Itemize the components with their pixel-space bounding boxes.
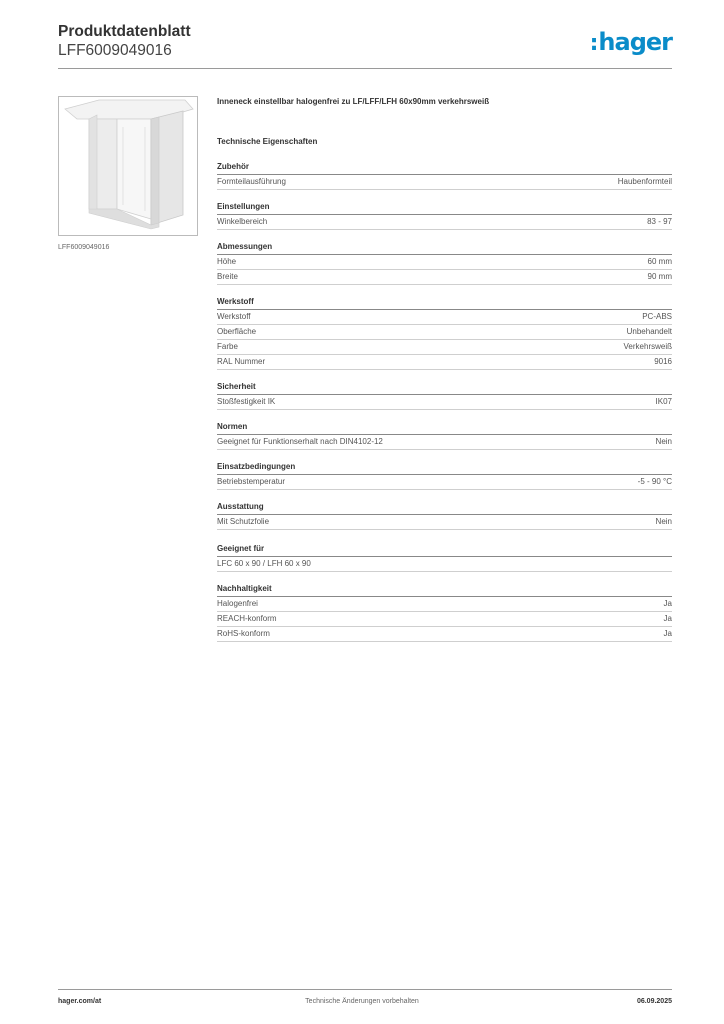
table-row (217, 270, 672, 285)
product-details (217, 97, 672, 654)
table-row (217, 435, 672, 450)
row-value: Nein (655, 517, 672, 526)
row-label: Betriebstemperatur (217, 477, 286, 486)
group-title: Werkstoff (217, 297, 672, 310)
table-row (217, 355, 672, 370)
row-label: Winkelbereich (217, 217, 268, 226)
row-label: Oberfläche (217, 327, 257, 336)
row-label: Mit Schutzfolie (217, 517, 270, 526)
group-werkstoff (217, 297, 672, 370)
row-label: Farbe (217, 342, 238, 351)
table-row (217, 255, 672, 270)
row-value: 60 mm (647, 257, 672, 266)
table-row (217, 515, 672, 530)
table-row (217, 597, 672, 612)
table-row (217, 475, 672, 490)
group-normen (217, 422, 672, 450)
product-code: LFF6009049016 (58, 42, 172, 59)
row-label: LFC 60 x 90 / LFH 60 x 90 (217, 559, 311, 568)
row-value: Nein (655, 437, 672, 446)
table-row (217, 325, 672, 340)
row-label: Formteilausführung (217, 177, 286, 186)
group-einstellungen (217, 202, 672, 230)
row-label: REACH-konform (217, 614, 277, 623)
group-nachhaltigkeit (217, 584, 672, 642)
group-title: Einsatzbedingungen (217, 462, 672, 475)
table-row (217, 395, 672, 410)
group-abmessungen (217, 242, 672, 285)
document-header (58, 22, 191, 60)
row-value: Haubenformteil (617, 177, 672, 186)
row-label: Halogenfrei (217, 599, 258, 608)
group-ausstattung (217, 502, 672, 530)
row-value: PC-ABS (642, 312, 672, 321)
product-name: Inneneck einstellbar halogenfrei zu LF/LFF/LFH 60x90mm verkehrsweiß (217, 97, 490, 106)
row-value: 90 mm (647, 272, 672, 281)
logo-dots-icon: : (589, 31, 599, 56)
group-title: Abmessungen (217, 242, 672, 255)
row-value: -5 - 90 °C (637, 477, 672, 486)
group-sicherheit (217, 382, 672, 410)
row-label: Geeignet für Funktionserhalt nach DIN4102-12 (217, 437, 383, 446)
row-value: Ja (663, 629, 672, 638)
header-divider (58, 68, 672, 69)
footer-date: 06.09.2025 (636, 998, 672, 1005)
row-value: IK07 (655, 397, 672, 406)
row-value: 9016 (654, 357, 672, 366)
group-title: Geeignet für (217, 544, 672, 557)
footer-divider (58, 989, 672, 990)
row-label: Höhe (217, 257, 237, 266)
logo-text: hager (598, 28, 672, 56)
document-title: Produktdatenblatt (58, 23, 191, 40)
row-value: Unbehandelt (626, 327, 672, 336)
row-label: Breite (217, 272, 238, 281)
row-label: Werkstoff (217, 312, 251, 321)
row-value: Verkehrsweiß (623, 342, 672, 351)
hager-logo (590, 28, 672, 56)
row-label: Stoßfestigkeit IK (217, 397, 276, 406)
group-title: Normen (217, 422, 672, 435)
footer-disclaimer: Technische Änderungen vorbehalten (305, 998, 419, 1005)
group-einsatzbedingungen (217, 462, 672, 490)
row-value: 83 - 97 (647, 217, 672, 226)
technical-properties-title: Technische Eigenschaften (217, 137, 318, 146)
group-geeignet-fuer (217, 544, 672, 572)
table-row (217, 310, 672, 325)
product-image (58, 96, 198, 236)
group-zubehoer (217, 162, 672, 190)
group-title: Ausstattung (217, 502, 672, 515)
image-caption: LFF6009049016 (58, 244, 110, 251)
table-row (217, 215, 672, 230)
table-row (217, 340, 672, 355)
table-row (217, 557, 672, 572)
group-title: Einstellungen (217, 202, 672, 215)
row-value: Ja (663, 599, 672, 608)
group-title: Nachhaltigkeit (217, 584, 672, 597)
group-title: Zubehör (217, 162, 672, 175)
table-row (217, 612, 672, 627)
group-title: Sicherheit (217, 382, 672, 395)
footer-website-link[interactable]: hager.com/at (58, 998, 102, 1005)
row-label: RoHS-konform (217, 629, 270, 638)
inner-corner-product-icon (59, 97, 197, 235)
table-row (217, 627, 672, 642)
table-row (217, 175, 672, 190)
row-label: RAL Nummer (217, 357, 266, 366)
row-value: Ja (663, 614, 672, 623)
